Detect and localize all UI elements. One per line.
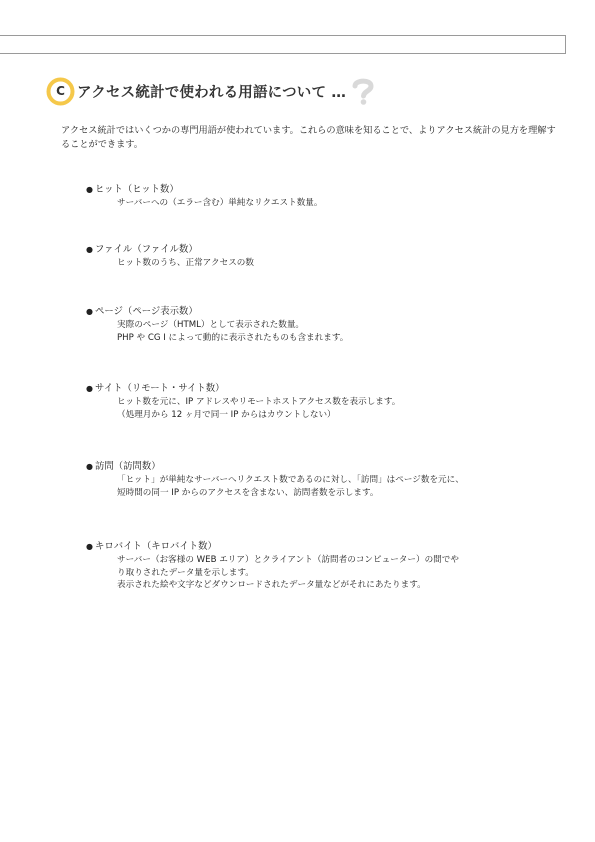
description-line: 実際のページ（HTML）として表示された数量。 <box>117 320 305 330</box>
term-title <box>86 305 566 318</box>
section-letter: C <box>56 84 65 98</box>
term-item-visit <box>86 460 566 499</box>
term-description <box>117 257 557 270</box>
term-title <box>86 243 566 256</box>
term-title <box>86 382 566 395</box>
term-title <box>86 183 566 196</box>
description-line: 短時間の同一 IP からのアクセスを含まない、訪問者数を示します。 <box>117 487 379 498</box>
description-line: ヒット数のうち、正常アクセスの数 <box>117 258 254 268</box>
term-name: 訪問（訪問数） <box>95 461 161 472</box>
term-title <box>86 540 566 553</box>
term-description <box>117 396 557 421</box>
description-line: ヒット数を元に、IP アドレスやリモートホストアクセス数を表示します。 <box>117 397 401 407</box>
term-name: サイト（リモート・サイト数） <box>95 383 225 394</box>
term-description <box>117 197 557 210</box>
term-description <box>117 474 557 499</box>
bullet-icon: ● <box>86 307 93 316</box>
description-line: 「ヒット」が単純なサーバーへリクエスト数であるのに対し、「訪問」はページ数を元に、 <box>117 475 464 485</box>
term-item-site <box>86 382 566 421</box>
term-item-file <box>86 243 566 270</box>
term-description <box>117 319 557 344</box>
question-mark-icon <box>350 77 376 105</box>
description-line: （処理月から 12 ヶ月で同一 IP からはカウントしない） <box>117 409 336 420</box>
bullet-icon: ● <box>86 185 93 194</box>
bullet-icon: ● <box>86 245 93 254</box>
term-description <box>117 554 557 592</box>
section-title: アクセス統計で使われる用語について … <box>77 84 347 101</box>
term-name: ページ（ページ表示数） <box>95 306 198 317</box>
term-item-hit <box>86 183 566 210</box>
term-title <box>86 460 566 473</box>
section-badge <box>46 77 75 106</box>
description-line: り取りされたデータ量を示します。 <box>117 567 254 578</box>
bullet-icon: ● <box>86 384 93 393</box>
bullet-icon: ● <box>86 462 93 471</box>
section-heading <box>46 76 376 106</box>
term-name: ヒット（ヒット数） <box>95 184 179 195</box>
description-line: PHP や CG I によって動的に表示されたものも含まれます。 <box>117 332 349 343</box>
description-line: 表示された絵や文字などダウンロードされたデータ量などがそれにあたります。 <box>117 580 426 590</box>
description-line: サーバー（お客様の WEB エリア）とクライアント（訪問者のコンピューター）の間でや <box>117 555 459 565</box>
description-line: サーバーへの（エラー含む）単純なリクエスト数量。 <box>117 198 323 208</box>
header-bar <box>0 35 566 54</box>
term-item-page <box>86 305 566 344</box>
term-name: キロバイト（キロバイト数） <box>95 541 217 552</box>
bullet-icon: ● <box>86 542 93 551</box>
intro-paragraph: アクセス統計ではいくつかの専門用語が使われています。これらの意味を知ることで、よりアクセス統計の見方を理解することができます。 <box>61 125 556 150</box>
term-item-kilobyte <box>86 540 566 592</box>
term-name: ファイル（ファイル数） <box>95 244 198 255</box>
